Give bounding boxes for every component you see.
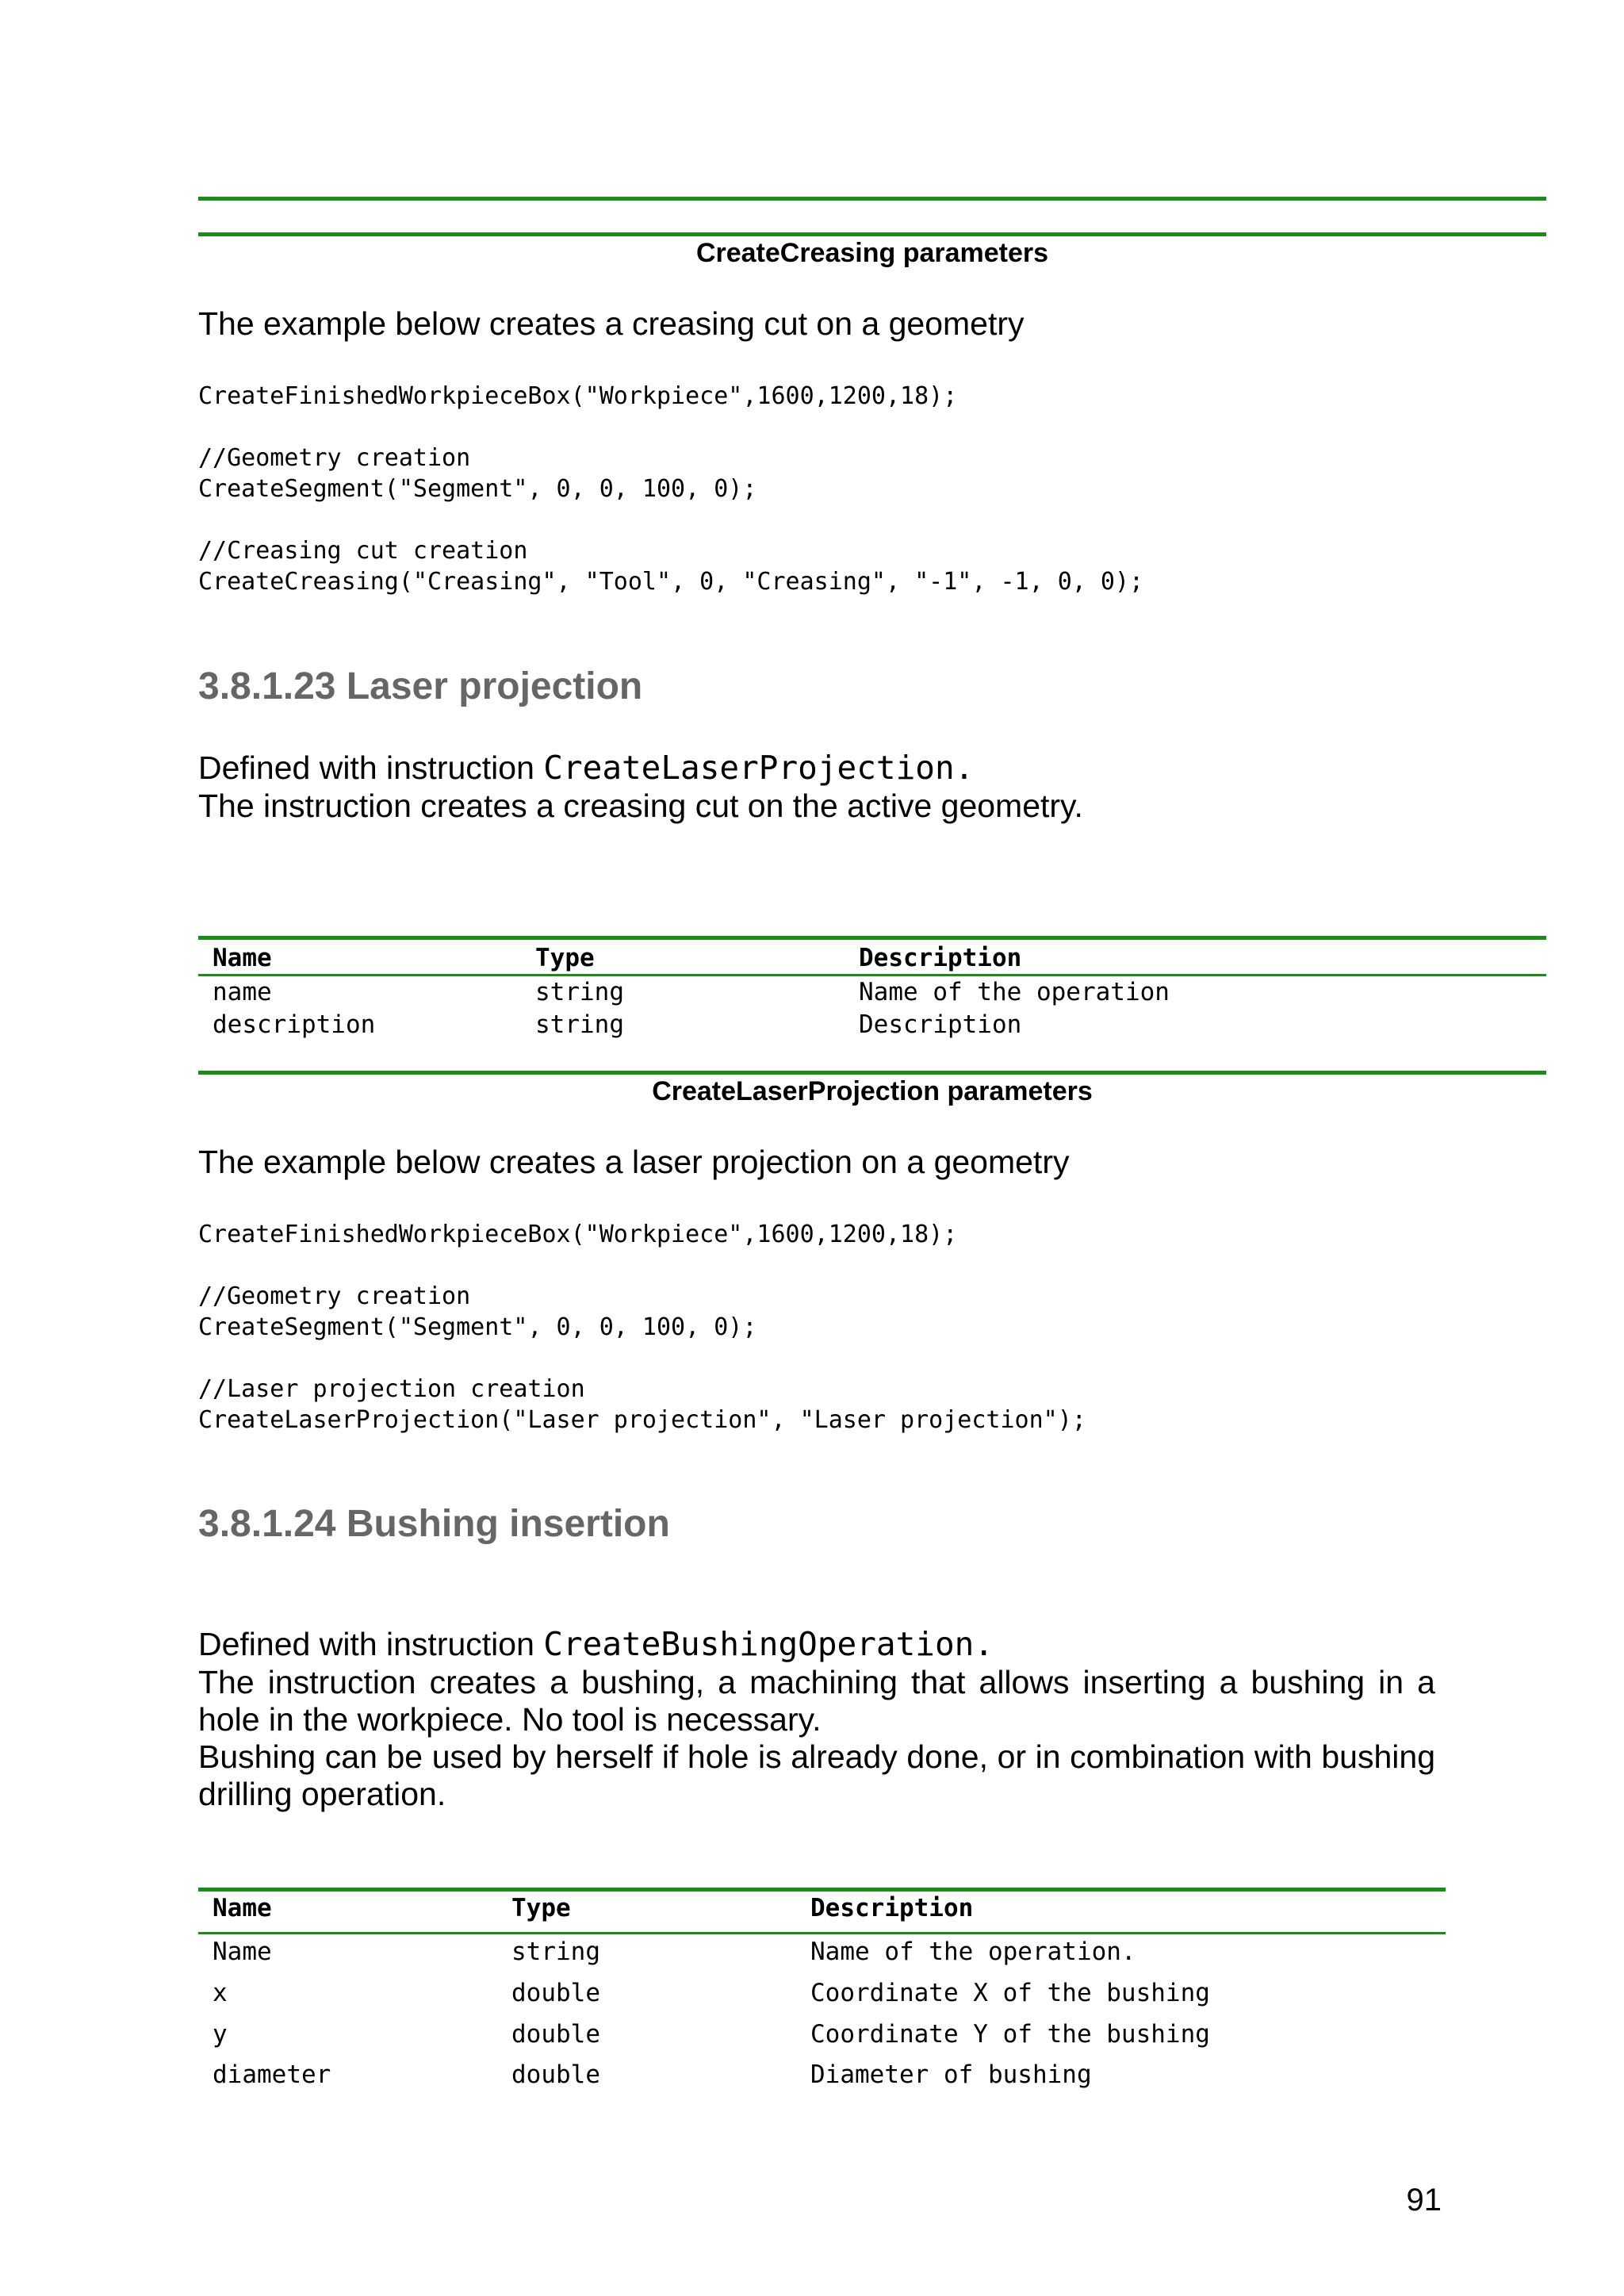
laser-table-row-2-type: string <box>535 1010 624 1039</box>
bushing-table-row-4-type: double <box>511 2060 600 2089</box>
laser-table-row-1-type: string <box>535 978 624 1006</box>
laser-table-row-1-name: name <box>213 978 272 1006</box>
bushing-insertion-heading: 3.8.1.24 Bushing insertion <box>198 1503 670 1545</box>
bushing-table-row-3-name: y <box>213 2020 228 2049</box>
laser-instruction-name: CreateLaserProjection. <box>543 749 975 787</box>
bushing-table-row-4-name: diameter <box>213 2060 331 2089</box>
bushing-paragraph-1: The instruction creates a bushing, a machining that allows inserting a bushing in a hole in the workpiece. No tool is necessary. <box>198 1664 1435 1738</box>
bushing-table-row-3-type: double <box>511 2020 600 2049</box>
bushing-table-row-2-name: x <box>213 1979 228 2007</box>
laser-defined-line <box>198 749 974 787</box>
bushing-table-row-2-type: double <box>511 1979 600 2007</box>
bushing-paragraph-2: Bushing can be used by herself if hole is already done, or in combination with bushing drilling operation. <box>198 1738 1435 1812</box>
laser-code-block: CreateFinishedWorkpieceBox("Workpiece",1600,1200,18); //Geometry creation CreateSegment("Segment", 0, 0, 100, 0); //Laser projection creation CreateLaserProjection("Laser projection", "Laser projection"); <box>198 1221 1086 1434</box>
laser-description: The instruction creates a creasing cut on the active geometry. <box>198 788 1083 824</box>
bushing-table-row-1-description: Name of the operation. <box>810 1938 1136 1966</box>
laser-table-row-2-name: description <box>213 1010 376 1039</box>
laser-table-bottom-rule <box>198 1071 1546 1075</box>
bushing-table-row-2-description: Coordinate X of the bushing <box>810 1979 1210 2007</box>
laser-projection-heading: 3.8.1.23 Laser projection <box>198 665 643 707</box>
laser-table-row-1-description: Name of the operation <box>859 978 1170 1006</box>
laser-parameters-caption: CreateLaserProjection parameters <box>652 1076 1093 1106</box>
laser-table-top-rule <box>198 936 1546 940</box>
laser-table-header-name: Name <box>213 944 272 972</box>
laser-table-header-rule <box>198 974 1546 976</box>
bushing-table-row-1-name: Name <box>213 1938 272 1966</box>
bushing-instruction-name: CreateBushingOperation. <box>543 1625 994 1663</box>
bushing-table-row-1-type: string <box>511 1938 600 1966</box>
bushing-table-header-rule <box>198 1932 1446 1934</box>
bushing-table-header-type: Type <box>511 1894 571 1922</box>
bushing-table-header-name: Name <box>213 1894 272 1922</box>
bushing-table-top-rule <box>198 1888 1446 1892</box>
top-table-rule <box>198 197 1546 201</box>
laser-table-header-description: Description <box>859 944 1022 972</box>
bushing-table-row-3-description: Coordinate Y of the bushing <box>810 2020 1210 2049</box>
creasing-code-block: CreateFinishedWorkpieceBox("Workpiece",1600,1200,18); //Geometry creation CreateSegment("Segment", 0, 0, 100, 0); //Creasing cut creation CreateCreasing("Creasing", "Tool", 0, "Creasing", "-1", -1, 0, 0); <box>198 382 1144 596</box>
creasing-example-intro: The example below creates a creasing cut on a geometry <box>198 305 1025 342</box>
page-number: 91 <box>1406 2183 1442 2217</box>
laser-table-header-type: Type <box>535 944 595 972</box>
creasing-table-bottom-rule <box>198 232 1546 236</box>
bushing-defined-line <box>198 1626 994 1663</box>
laser-example-intro: The example below creates a laser projection on a geometry <box>198 1144 1070 1180</box>
creasing-parameters-caption: CreateCreasing parameters <box>695 238 1049 268</box>
laser-defined-prefix: Defined with instruction <box>198 749 544 786</box>
bushing-table-header-description: Description <box>810 1894 974 1922</box>
bushing-defined-prefix: Defined with instruction <box>198 1626 544 1662</box>
bushing-table-row-4-description: Diameter of bushing <box>810 2060 1092 2089</box>
laser-table-row-2-description: Description <box>859 1010 1022 1039</box>
